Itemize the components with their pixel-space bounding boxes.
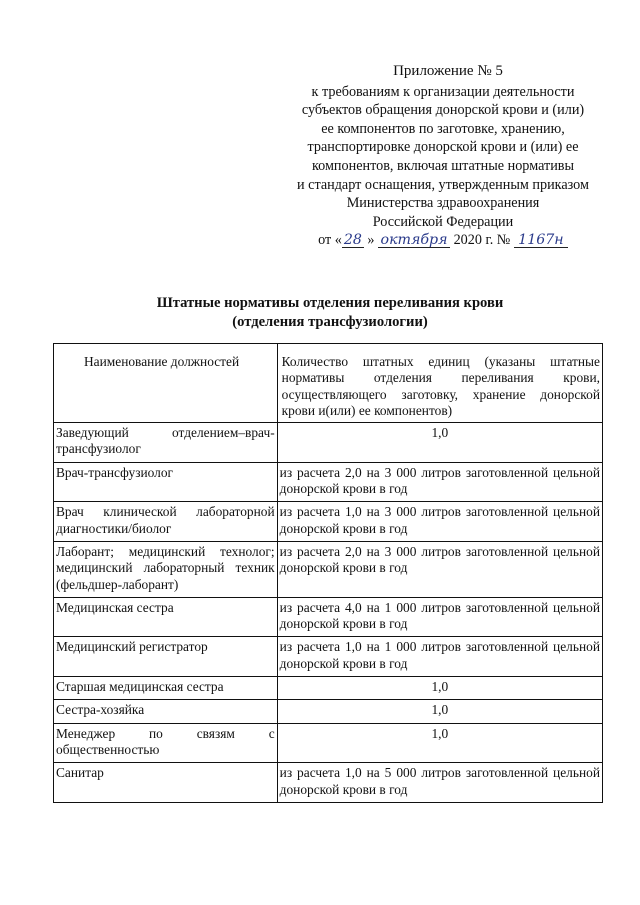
norm-cell: из расчета 2,0 на 3 000 литров заготовленной цельной донорской крови в год <box>277 541 602 597</box>
table-row <box>54 502 603 542</box>
handwritten-order-number: 1167н <box>514 233 568 248</box>
norm-cell: 1,0 <box>277 723 602 763</box>
order-date-line <box>282 231 604 250</box>
header-norm-cell: Количество штатных единиц (указаны штатные нормативы отделения переливания крови, осуществляющего заготовку, хранение донорской крови и(или) ее компонентов) <box>277 344 602 423</box>
table-row <box>54 637 603 677</box>
document-title-line: Штатные нормативы отделения переливания крови <box>156 295 504 311</box>
table-row <box>54 723 603 763</box>
appendix-line: к требованиям к организации деятельности <box>311 83 575 100</box>
table-row <box>54 541 603 597</box>
handwritten-day: 28 <box>343 232 362 249</box>
norm-cell: 1,0 <box>277 677 602 700</box>
position-cell: Медицинский регистратор <box>54 637 278 677</box>
handwritten-month: октября <box>378 233 450 248</box>
norm-cell: 1,0 <box>277 423 602 463</box>
norm-cell: из расчета 1,0 на 1 000 литров заготовленной цельной донорской крови в год <box>277 637 602 677</box>
appendix-line: транспортировке донорской крови и (или) ее <box>307 139 579 156</box>
position-cell: Санитар <box>54 763 278 803</box>
position-cell: Менеджер по связям с общественностью <box>54 723 278 763</box>
date-mid: » <box>367 232 375 249</box>
position-cell: Заведующий отделением–врач-трансфузиолог <box>54 423 278 463</box>
norm-cell: из расчета 4,0 на 1 000 литров заготовленной цельной донорской крови в год <box>277 597 602 637</box>
appendix-line: Министерства здравоохранения <box>346 195 540 212</box>
table-row <box>54 423 603 463</box>
document-title-line: (отделения трансфузиологии) <box>232 314 428 330</box>
header-position-cell: Наименование должностей <box>54 344 278 423</box>
norm-cell: из расчета 1,0 на 5 000 литров заготовленной цельной донорской крови в год <box>277 763 602 803</box>
norm-cell: из расчета 2,0 на 3 000 литров заготовленной цельной донорской крови в год <box>277 462 602 502</box>
appendix-line: компонентов, включая штатные нормативы <box>311 157 575 174</box>
appendix-block <box>282 62 604 250</box>
table-row <box>54 700 603 723</box>
appendix-line: ее компонентов по заготовке, хранению, <box>321 120 565 137</box>
position-cell: Лаборант; медицинский технолог; медицинский лабораторный техник (фельдшер-лаборант) <box>54 541 278 597</box>
position-cell: Врач клинической лабораторной диагностики/биолог <box>54 502 278 542</box>
table-row <box>54 462 603 502</box>
staff-norms-table <box>53 343 603 803</box>
appendix-line: и стандарт оснащения, утвержденным приказом <box>297 176 589 193</box>
position-cell: Медицинская сестра <box>54 597 278 637</box>
appendix-title: Приложение № 5 <box>393 63 503 79</box>
document-title <box>40 294 620 332</box>
table-header-row <box>54 344 603 423</box>
table-row <box>54 763 603 803</box>
position-cell: Старшая медицинская сестра <box>54 677 278 700</box>
appendix-line: субъектов обращения донорской крови и (или) <box>301 102 585 119</box>
table-row <box>54 597 603 637</box>
norm-cell: 1,0 <box>277 700 602 723</box>
date-prefix: от « <box>318 232 342 249</box>
date-year: 2020 г. № <box>453 232 511 249</box>
position-cell: Врач-трансфузиолог <box>54 462 278 502</box>
position-cell: Сестра-хозяйка <box>54 700 278 723</box>
norm-cell: из расчета 1,0 на 3 000 литров заготовленной цельной донорской крови в год <box>277 502 602 542</box>
table-row <box>54 677 603 700</box>
appendix-line: Российской Федерации <box>372 213 514 230</box>
